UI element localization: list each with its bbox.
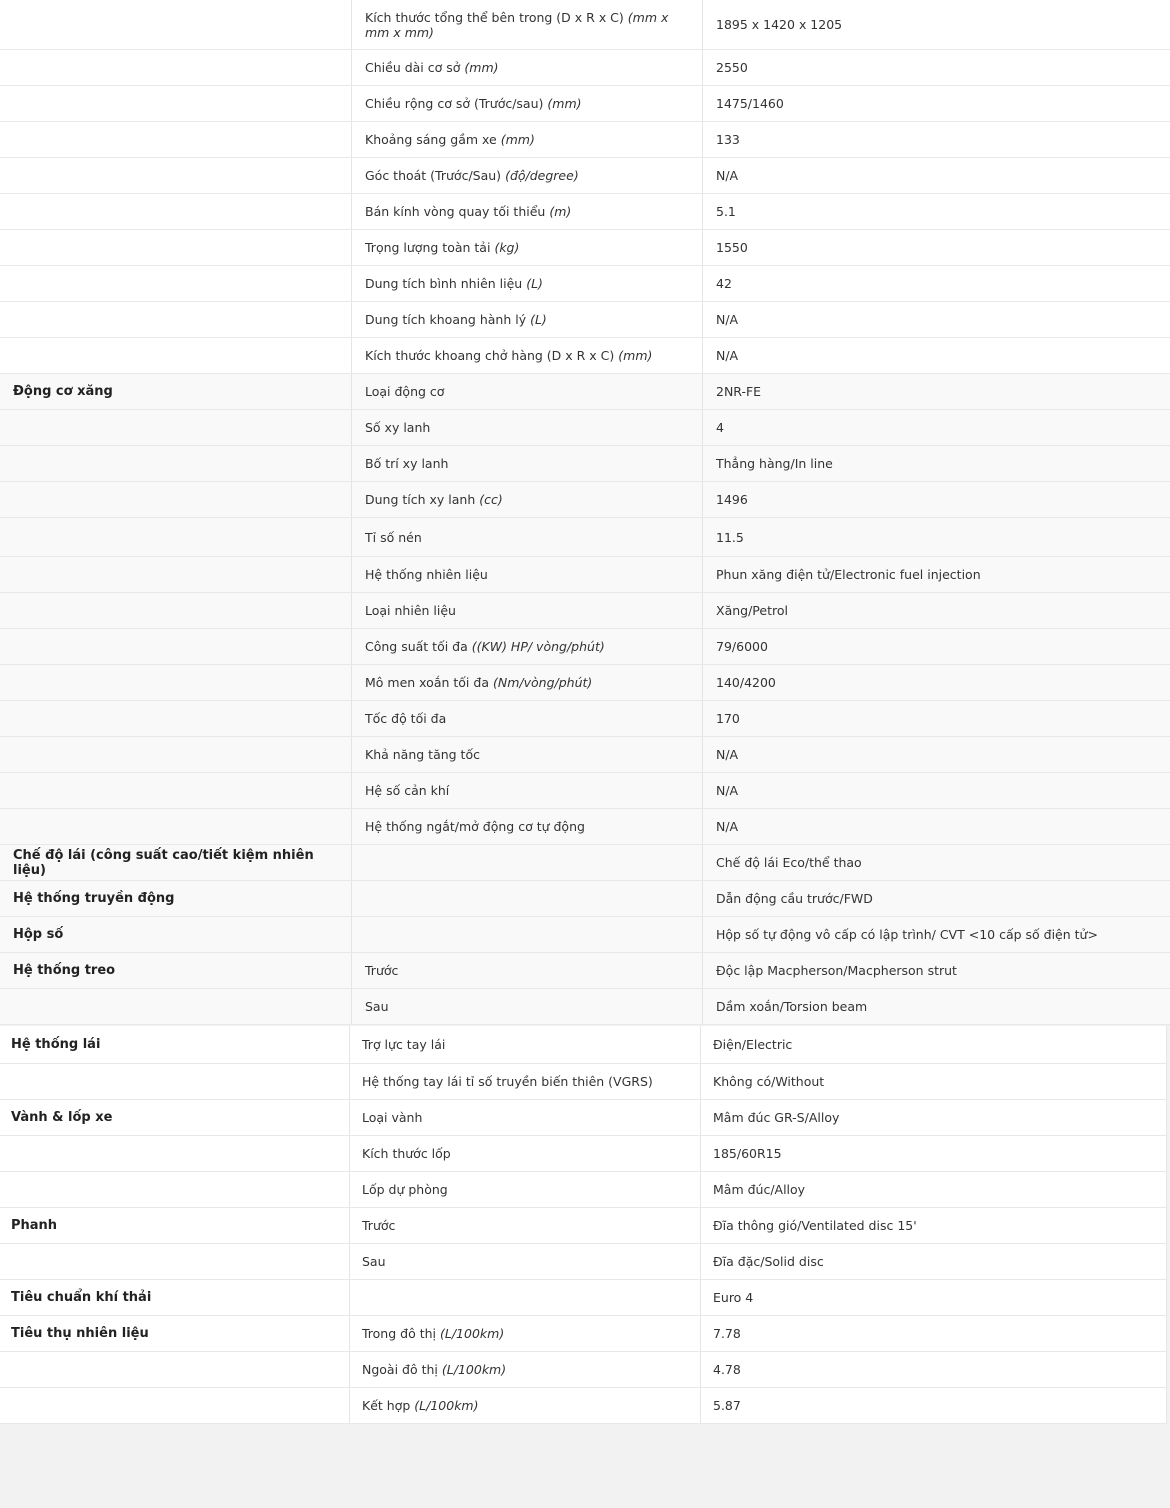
spec-row	[0, 1388, 1167, 1424]
spec-group-cell	[0, 158, 351, 193]
spec-group-cell	[0, 1026, 349, 1063]
spec-group-cell	[0, 194, 351, 229]
spec-param-label: Hệ thống tay lái tỉ số truyền biến thiên (VGRS)	[362, 1074, 653, 1089]
spec-param-label: Trong đô thị	[362, 1326, 436, 1341]
spec-param-cell	[351, 629, 702, 664]
spec-param-text	[365, 530, 422, 545]
spec-param-text	[362, 1398, 478, 1413]
spec-value-cell	[700, 1244, 1167, 1279]
spec-param-cell	[349, 1208, 700, 1243]
spec-param-label: Góc thoát (Trước/Sau)	[365, 168, 502, 183]
spec-param-unit: (mm)	[618, 348, 653, 363]
spec-value: 11.5	[716, 529, 744, 545]
spec-row	[0, 194, 1170, 230]
spec-param-unit: (cc)	[479, 492, 503, 507]
spec-group-cell	[0, 86, 351, 121]
spec-row	[0, 86, 1170, 122]
spec-value-cell	[702, 557, 1170, 592]
spec-value-cell	[700, 1026, 1167, 1063]
spec-value: Mâm đúc GR-S/Alloy	[713, 1110, 840, 1125]
spec-param-cell	[351, 302, 702, 337]
spec-param-label: Ngoài đô thị	[362, 1362, 438, 1377]
spec-value-cell	[702, 194, 1170, 229]
spec-row	[0, 50, 1170, 86]
spec-param-unit: (L/100km)	[440, 1326, 505, 1341]
spec-group-cell	[0, 518, 351, 556]
spec-param-label: Loại vành	[362, 1110, 423, 1125]
spec-param-text	[362, 1218, 395, 1233]
spec-value-cell	[702, 518, 1170, 556]
spec-value: 1496	[716, 492, 748, 507]
spec-param-cell	[351, 953, 702, 988]
spec-param-unit: (L)	[526, 276, 543, 291]
spec-value-cell	[702, 482, 1170, 517]
spec-row	[0, 557, 1170, 593]
spec-param-label: Số xy lanh	[365, 420, 431, 435]
spec-param-cell	[351, 557, 702, 592]
spec-value: 1550	[716, 240, 748, 255]
spec-param-unit: (L)	[530, 312, 547, 327]
spec-param-text	[362, 1110, 422, 1125]
spec-param-cell	[351, 881, 702, 916]
spec-group-cell	[0, 1100, 349, 1135]
spec-row	[0, 518, 1170, 557]
spec-param-unit: (m)	[549, 204, 572, 219]
spec-group-cell	[0, 482, 351, 517]
spec-row	[0, 266, 1170, 302]
spec-group-cell	[0, 122, 351, 157]
spec-row	[0, 1172, 1167, 1208]
spec-value: Mâm đúc/Alloy	[713, 1182, 806, 1197]
spec-value: 170	[716, 711, 740, 726]
spec-param-unit: ((KW) HP/ vòng/phút)	[471, 639, 605, 654]
spec-group-cell	[0, 266, 351, 301]
spec-value-cell	[702, 446, 1170, 481]
spec-value: 2NR-FE	[716, 384, 762, 399]
spec-param-text	[365, 711, 446, 726]
spec-row	[0, 989, 1170, 1025]
spec-value: Dẫn động cầu trước/FWD	[716, 891, 873, 906]
spec-value-cell	[702, 953, 1170, 988]
spec-param-text	[365, 420, 430, 435]
spec-group-cell	[0, 302, 351, 337]
spec-param-label: Kích thước tổng thể bên trong (D x R x C)	[365, 9, 624, 25]
spec-value-cell	[702, 881, 1170, 916]
spec-param-unit: (mm)	[464, 60, 499, 75]
spec-value: Đĩa thông gió/Ventilated disc 15'	[713, 1218, 917, 1233]
spec-param-cell	[351, 845, 702, 880]
spec-value-cell	[700, 1208, 1167, 1243]
spec-value: Không có/Without	[713, 1074, 825, 1089]
spec-value-cell	[702, 629, 1170, 664]
spec-value-cell	[700, 1280, 1167, 1315]
spec-param-label: Dung tích khoang hành lý	[365, 312, 527, 327]
spec-value: 1895 x 1420 x 1205	[716, 17, 843, 32]
spec-param-text	[362, 1037, 445, 1052]
spec-row	[0, 773, 1170, 809]
spec-param-label: Khoảng sáng gầm xe	[365, 132, 497, 147]
spec-param-label: Bố trí xy lanh	[365, 456, 449, 471]
spec-group-cell	[0, 845, 351, 880]
spec-value: 42	[716, 276, 732, 291]
spec-param-label: Trước	[362, 1218, 396, 1233]
spec-group-cell	[0, 1316, 349, 1351]
spec-group-cell	[0, 665, 351, 700]
spec-param-text	[365, 168, 579, 183]
spec-param-label: Trọng lượng toàn tải	[365, 240, 491, 255]
spec-value: 185/60R15	[713, 1146, 782, 1161]
spec-value-cell	[702, 374, 1170, 409]
spec-param-text	[365, 276, 543, 291]
spec-param-unit: (mm x mm x mm)	[365, 9, 669, 40]
spec-param-cell	[351, 518, 702, 556]
spec-param-cell	[351, 374, 702, 409]
spec-param-text	[365, 999, 389, 1014]
spec-param-cell	[351, 338, 702, 373]
spec-group-cell	[0, 1388, 349, 1423]
spec-value-cell	[702, 665, 1170, 700]
spec-group-cell	[0, 629, 351, 664]
spec-param-label: Dung tích bình nhiên liệu	[365, 276, 523, 291]
spec-row	[0, 1316, 1167, 1352]
spec-param-text	[365, 10, 689, 40]
spec-param-text	[365, 783, 449, 798]
spec-row	[0, 737, 1170, 773]
spec-row	[0, 917, 1170, 953]
spec-group-cell	[0, 701, 351, 736]
spec-param-text	[365, 819, 585, 834]
spec-row	[0, 446, 1170, 482]
spec-row	[0, 158, 1170, 194]
spec-value: Chế độ lái Eco/thể thao	[716, 855, 862, 870]
spec-table-lower	[0, 1026, 1167, 1424]
spec-group-cell	[0, 0, 351, 49]
spec-param-text	[362, 1254, 386, 1269]
spec-group-label: Hệ thống treo	[13, 963, 116, 978]
spec-value-cell	[702, 338, 1170, 373]
spec-row	[0, 1208, 1167, 1244]
spec-param-cell	[351, 194, 702, 229]
spec-param-label: Sau	[362, 1254, 386, 1269]
spec-param-label: Loại động cơ	[365, 384, 445, 399]
spec-param-cell	[351, 773, 702, 808]
spec-param-label: Mô men xoắn tối đa	[365, 675, 489, 690]
spec-param-cell	[351, 122, 702, 157]
spec-group-cell	[0, 374, 351, 409]
spec-value: 5.1	[716, 204, 736, 219]
spec-value-cell	[700, 1352, 1167, 1387]
spec-row	[0, 1352, 1167, 1388]
spec-param-unit: (Nm/vòng/phút)	[492, 675, 593, 690]
spec-value: 79/6000	[716, 639, 768, 654]
spec-value-cell	[702, 737, 1170, 772]
spec-group-label: Tiêu chuẩn khí thải	[11, 1290, 152, 1305]
spec-param-text	[365, 132, 535, 147]
spec-value-cell	[702, 50, 1170, 85]
spec-value: 4.78	[713, 1362, 741, 1377]
spec-param-text	[365, 204, 571, 219]
spec-value: 5.87	[713, 1398, 741, 1413]
spec-value-cell	[702, 917, 1170, 952]
spec-param-text	[365, 312, 547, 327]
spec-param-label: Kích thước lốp	[362, 1146, 451, 1161]
spec-row	[0, 809, 1170, 845]
spec-row	[0, 701, 1170, 737]
spec-param-cell	[349, 1352, 700, 1387]
spec-group-label: Động cơ xăng	[13, 384, 113, 399]
spec-param-cell	[349, 1136, 700, 1171]
spec-param-cell	[351, 0, 702, 49]
spec-value: 140/4200	[716, 675, 776, 690]
spec-value: N/A	[716, 168, 739, 183]
spec-group-label: Tiêu thụ nhiên liệu	[11, 1326, 149, 1341]
spec-param-label: Tỉ số nén	[365, 529, 422, 545]
spec-param-cell	[351, 593, 702, 628]
spec-param-label: Sau	[365, 999, 389, 1014]
spec-value-cell	[702, 701, 1170, 736]
spec-row	[0, 1244, 1167, 1280]
spec-param-label: Loại nhiên liệu	[365, 603, 456, 618]
spec-value: 2550	[716, 60, 748, 75]
spec-group-cell	[0, 773, 351, 808]
spec-value-cell	[702, 266, 1170, 301]
spec-param-unit: (mm)	[547, 96, 582, 111]
spec-value: Đĩa đặc/Solid disc	[713, 1254, 824, 1269]
spec-value: N/A	[716, 783, 739, 798]
spec-param-cell	[351, 809, 702, 844]
spec-param-text	[365, 384, 444, 399]
spec-group-cell	[0, 917, 351, 952]
spec-param-cell	[349, 1244, 700, 1279]
spec-value-cell	[702, 158, 1170, 193]
spec-row	[0, 482, 1170, 518]
spec-param-text	[362, 1074, 653, 1089]
spec-value-cell	[700, 1316, 1167, 1351]
spec-row	[0, 665, 1170, 701]
spec-param-cell	[351, 410, 702, 445]
spec-group-cell	[0, 446, 351, 481]
spec-param-cell	[351, 266, 702, 301]
spec-row	[0, 1136, 1167, 1172]
spec-row	[0, 302, 1170, 338]
spec-row	[0, 0, 1170, 50]
spec-param-text	[365, 675, 592, 690]
spec-param-text	[365, 96, 582, 111]
spec-param-cell	[351, 230, 702, 265]
spec-value: Hộp số tự động vô cấp có lập trình/ CVT <10 cấp số điện tử>	[716, 927, 1098, 942]
spec-value-cell	[700, 1388, 1167, 1423]
spec-row	[0, 230, 1170, 266]
spec-param-unit: (L/100km)	[414, 1398, 479, 1413]
spec-value: Độc lập Macpherson/Macpherson strut	[716, 963, 957, 978]
spec-param-label: Công suất tối đa	[365, 639, 468, 654]
spec-value: Thẳng hàng/In line	[716, 456, 833, 471]
spec-value: N/A	[716, 312, 739, 327]
spec-value-cell	[702, 809, 1170, 844]
spec-group-label: Phanh	[11, 1218, 58, 1233]
spec-group-cell	[0, 1136, 349, 1171]
spec-param-text	[365, 567, 488, 582]
spec-group-cell	[0, 1244, 349, 1279]
spec-param-cell	[351, 737, 702, 772]
spec-group-label: Chế độ lái (công suất cao/tiết kiệm nhiên liệu)	[13, 847, 314, 878]
spec-param-label: Lốp dự phòng	[362, 1182, 448, 1197]
spec-param-label: Kích thước khoang chở hàng (D x R x C)	[365, 348, 615, 363]
spec-row	[0, 593, 1170, 629]
spec-param-cell	[349, 1280, 700, 1315]
spec-value: 133	[716, 132, 740, 147]
spec-value: Phun xăng điện tử/Electronic fuel injection	[716, 567, 981, 582]
spec-row	[0, 881, 1170, 917]
spec-param-cell	[351, 482, 702, 517]
spec-group-label: Hệ thống lái	[11, 1037, 101, 1052]
spec-value-cell	[702, 410, 1170, 445]
spec-group-cell	[0, 1280, 349, 1315]
spec-group-cell	[0, 881, 351, 916]
spec-group-cell	[0, 989, 351, 1024]
spec-value-cell	[702, 773, 1170, 808]
spec-value-cell	[700, 1136, 1167, 1171]
spec-param-cell	[351, 701, 702, 736]
spec-group-cell	[0, 1352, 349, 1387]
spec-param-text	[365, 240, 519, 255]
spec-param-cell	[351, 50, 702, 85]
spec-row	[0, 845, 1170, 881]
spec-param-text	[365, 747, 480, 762]
spec-param-text	[365, 456, 448, 471]
spec-param-label: Tốc độ tối đa	[365, 711, 447, 726]
spec-param-text	[362, 1326, 504, 1341]
spec-value-cell	[702, 845, 1170, 880]
spec-value-cell	[702, 122, 1170, 157]
spec-value-cell	[702, 230, 1170, 265]
spec-param-text	[365, 639, 605, 654]
spec-param-unit: (mm)	[500, 132, 535, 147]
spec-param-cell	[351, 86, 702, 121]
spec-row	[0, 629, 1170, 665]
spec-param-text	[362, 1146, 451, 1161]
spec-param-cell	[349, 1064, 700, 1099]
spec-param-label: Dung tích xy lanh	[365, 492, 476, 507]
spec-value-cell	[700, 1100, 1167, 1135]
spec-value-cell	[702, 593, 1170, 628]
spec-group-cell	[0, 953, 351, 988]
spec-param-text	[365, 60, 499, 75]
spec-param-label: Khả năng tăng tốc	[365, 747, 480, 762]
spec-value: 4	[716, 420, 724, 435]
spec-param-cell	[349, 1388, 700, 1423]
spec-param-cell	[349, 1316, 700, 1351]
spec-group-cell	[0, 557, 351, 592]
spec-group-cell	[0, 410, 351, 445]
spec-value-cell	[700, 1064, 1167, 1099]
spec-value: Euro 4	[713, 1290, 754, 1305]
spec-group-label: Hộp số	[13, 927, 64, 942]
spec-group-cell	[0, 809, 351, 844]
spec-row	[0, 1100, 1167, 1136]
spec-param-cell	[349, 1100, 700, 1135]
spec-row	[0, 122, 1170, 158]
spec-value-cell	[702, 86, 1170, 121]
spec-row	[0, 1064, 1167, 1100]
spec-param-label: Hệ thống ngắt/mở động cơ tự động	[365, 819, 585, 834]
spec-row	[0, 1026, 1167, 1064]
spec-group-cell	[0, 1172, 349, 1207]
spec-param-cell	[349, 1026, 700, 1063]
spec-param-unit: (kg)	[494, 240, 520, 255]
spec-group-cell	[0, 1208, 349, 1243]
spec-value-cell	[702, 989, 1170, 1024]
spec-value-cell	[700, 1172, 1167, 1207]
spec-row	[0, 338, 1170, 374]
spec-value-cell	[702, 0, 1170, 49]
spec-param-label: Bán kính vòng quay tối thiểu	[365, 204, 546, 219]
spec-param-unit: (độ/degree)	[505, 168, 579, 183]
spec-group-cell	[0, 737, 351, 772]
spec-group-cell	[0, 230, 351, 265]
spec-group-cell	[0, 338, 351, 373]
spec-param-cell	[351, 989, 702, 1024]
spec-value: Dầm xoắn/Torsion beam	[716, 999, 868, 1014]
spec-param-cell	[351, 917, 702, 952]
spec-param-label: Hệ thống nhiên liệu	[365, 567, 488, 582]
spec-value: N/A	[716, 819, 739, 834]
spec-value-cell	[702, 302, 1170, 337]
spec-param-label: Trước	[365, 963, 399, 978]
spec-row	[0, 1280, 1167, 1316]
spec-param-label: Chiều dài cơ sở	[365, 60, 461, 75]
spec-param-text	[365, 348, 652, 363]
spec-param-label: Trợ lực tay lái	[362, 1037, 446, 1052]
spec-param-label: Chiều rộng cơ sở (Trước/sau)	[365, 96, 544, 111]
spec-row	[0, 410, 1170, 446]
spec-row	[0, 953, 1170, 989]
spec-group-cell	[0, 50, 351, 85]
spec-group-cell	[0, 593, 351, 628]
spec-row	[0, 374, 1170, 410]
spec-value: Xăng/Petrol	[716, 603, 788, 618]
spec-param-cell	[349, 1172, 700, 1207]
spec-value: 7.78	[713, 1326, 741, 1341]
spec-param-cell	[351, 665, 702, 700]
spec-value: N/A	[716, 747, 739, 762]
spec-param-unit: (L/100km)	[441, 1362, 507, 1377]
spec-value: 1475/1460	[716, 96, 784, 111]
spec-param-label: Hệ số cản khí	[365, 783, 450, 798]
spec-group-label: Vành & lốp xe	[11, 1110, 113, 1125]
spec-param-text	[365, 963, 398, 978]
spec-value: Điện/Electric	[713, 1037, 793, 1052]
spec-value: N/A	[716, 348, 739, 363]
spec-param-text	[362, 1362, 506, 1377]
spec-group-label: Hệ thống truyền động	[13, 891, 175, 906]
spec-group-cell	[0, 1064, 349, 1099]
spec-param-text	[362, 1182, 448, 1197]
spec-param-cell	[351, 446, 702, 481]
spec-param-text	[365, 603, 456, 618]
spec-param-text	[365, 492, 503, 507]
spec-param-label: Kết hợp	[362, 1398, 411, 1413]
spec-param-cell	[351, 158, 702, 193]
